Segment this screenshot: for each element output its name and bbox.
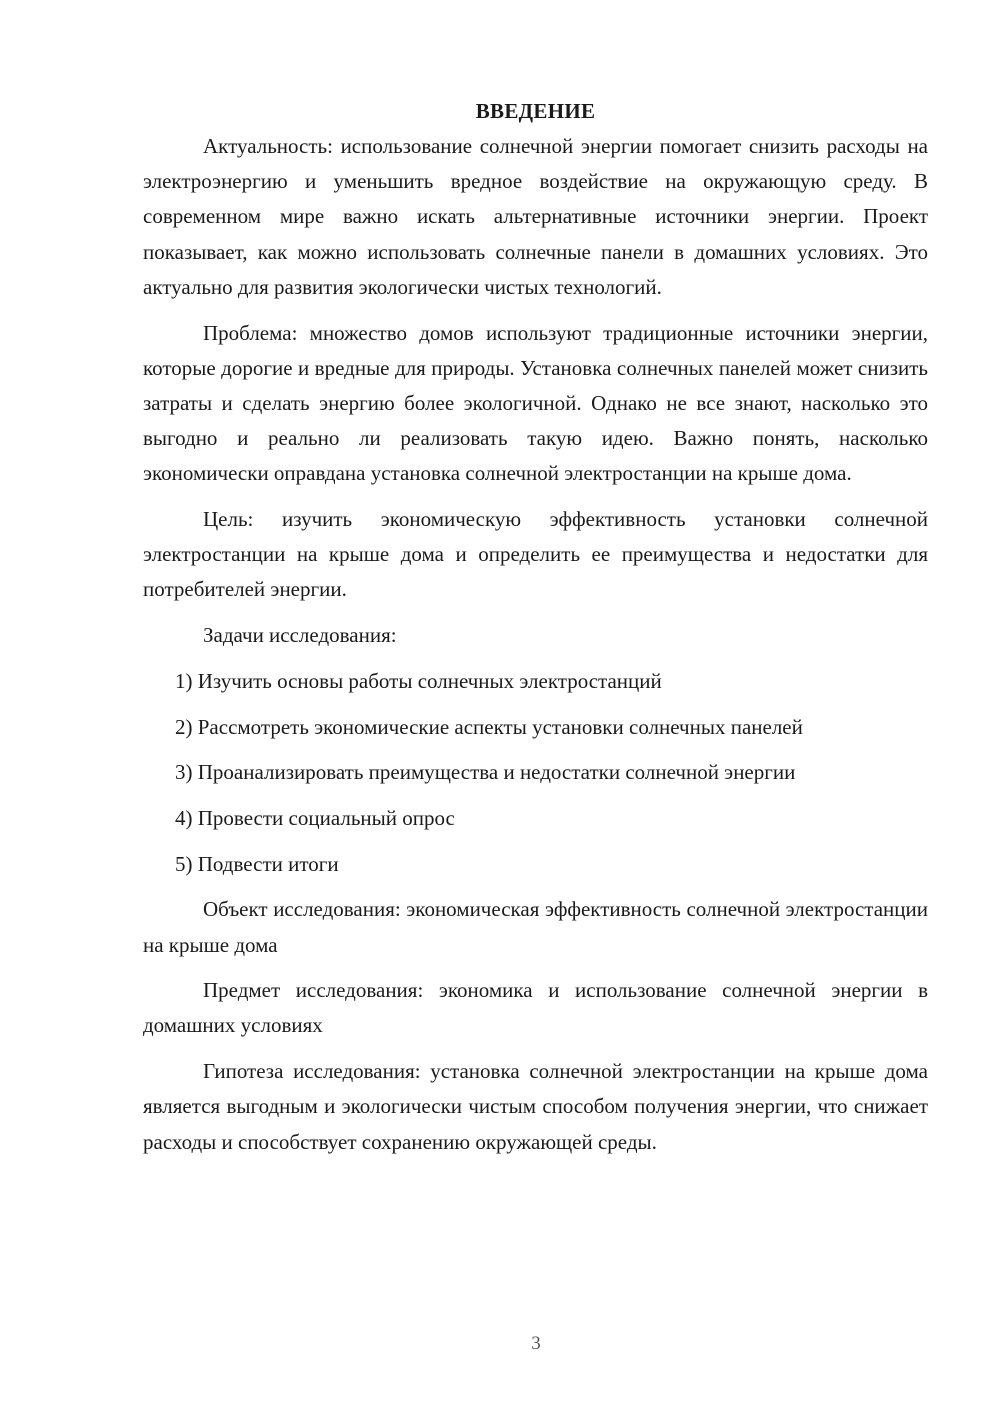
paragraph-object: Объект исследования: экономическая эффективность солнечной электростанции на крыше дома (143, 897, 928, 957)
paragraph-hypothesis: Гипотеза исследования: установка солнечной электростанции на крыше дома является выгодным и экологически чистым способом получения энергии, что снижает расходы и способствует сохранению окружающей среды. (143, 1059, 928, 1154)
list-item: 1) Изучить основы работы солнечных электростанций (175, 668, 662, 693)
paragraph-relevance: Актуальность: использование солнечной энергии помогает снизить расходы на электроэнергию и уменьшить вредное воздействие на окружающую среду. В современном мире важно искать альтернативные источники энергии. Проект показывает, как можно использовать солнечные панели в домашних условиях. Это актуально для развития экологически чистых технологий. (143, 134, 928, 299)
document-page (143, 96, 928, 1170)
list-item: 5) Подвести итоги (175, 851, 339, 876)
list-item: 3) Проанализировать преимущества и недостатки солнечной энергии (175, 760, 796, 785)
tasks-heading: Задачи исследования: (203, 623, 397, 648)
page-number: 3 (531, 1333, 541, 1354)
paragraph-problem: Проблема: множество домов используют традиционные источники энергии, которые дорогие и вредные для природы. Установка солнечных панелей может снизить затраты и сделать энергию более экологичной. Однако не все знают, насколько это выгодно и реально ли реализовать такую идею. Важно понять, насколько экономически оправдана установка солнечной электростанции на крыше дома. (143, 320, 928, 486)
paragraph-goal: Цель: изучить экономическую эффективность установки солнечной электростанции на крыше дома и определить ее преимущества и недостатки для потребителей энергии. (143, 507, 928, 602)
page-title: ВВЕДЕНИЕ (475, 99, 596, 123)
list-item: 2) Рассмотреть экономические аспекты установки солнечных панелей (175, 714, 803, 739)
task-list (143, 664, 928, 882)
list-item: 4) Провести социальный опрос (175, 805, 455, 830)
paragraph-subject: Предмет исследования: экономика и использование солнечной энергии в домашних условиях (143, 978, 928, 1038)
